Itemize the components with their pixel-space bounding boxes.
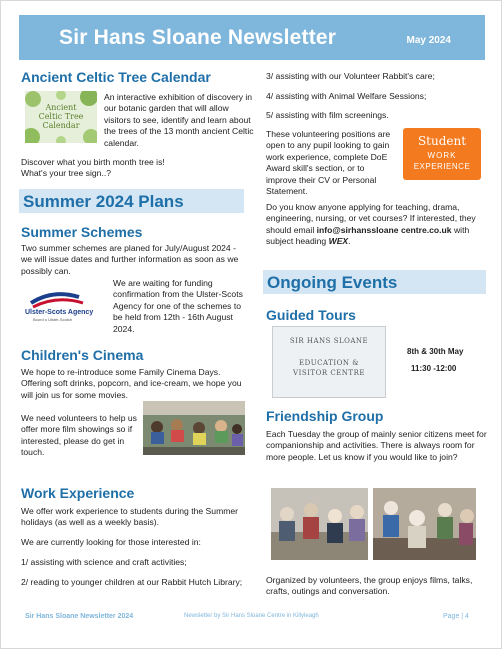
cinema-audience-graphic xyxy=(143,401,245,455)
celtic-tree-image xyxy=(25,91,97,143)
badge-line-3: EXPERIENCE xyxy=(413,162,471,171)
ulster-scots-logo xyxy=(23,289,105,323)
sign-line-2: EDUCATION & xyxy=(299,359,359,367)
badge-line-2: WORK xyxy=(427,151,457,160)
summer-section-bar xyxy=(19,189,244,213)
work-looking: We are currently looking for those interested in: xyxy=(21,537,201,547)
work-body: We offer work experience to students during the Summer holidays (as well as a weekly basis). xyxy=(21,506,239,528)
work-item-5: 5/ assisting with film screenings. xyxy=(266,110,389,120)
agency-swoosh-icon xyxy=(23,289,105,309)
work-heading: Work Experience xyxy=(21,485,135,501)
celtic-image-text: Ancient Celtic Tree Calendar xyxy=(38,103,84,130)
work-item-4: 4/ assisting with Animal Welfare Sessions; xyxy=(266,91,427,101)
work-volunteering: These volunteering positions are open to any pupil looking to gain work experience, complete DoE Award skill's section, or to improve their CV or Personal Statement. xyxy=(266,129,391,197)
work-item-1: 1/ assisting with science and craft activities; xyxy=(21,557,187,567)
summer-funding-body: We are waiting for funding confirmation from the Ulster-Scots Agency for one of the schemes to be held from 12th - 16th August 2024. xyxy=(113,278,243,334)
summer-schemes-heading: Summer Schemes xyxy=(21,224,143,240)
cinema-body: We hope to re-introduce some Family Cinema Days. Offering soft drinks, popcorn, and ice-cream, we hope you will join us for some movies. xyxy=(21,367,242,400)
footer-credit: Newsletter by Sir Hans Sloane Centre in Killyleagh xyxy=(184,613,319,619)
summer-section-title: Summer 2024 Plans xyxy=(23,192,184,211)
friendship-group-graphic-1 xyxy=(271,488,368,560)
friendship-photo-1 xyxy=(271,488,368,560)
visitor-centre-sign-image xyxy=(272,326,386,398)
summer-schemes-body: Two summer schemes are planed for July/August 2024 - we will issue dates and further information as soon as we possibly can. xyxy=(21,243,239,276)
work-item-2: 2/ reading to younger children at our Rabbit Hutch Library; xyxy=(21,577,243,587)
cinema-photo xyxy=(143,401,245,455)
ongoing-section-title: Ongoing Events xyxy=(267,273,398,292)
friendship-organized: Organized by volunteers, the group enjoys films, talks, crafts, outings and conversation. xyxy=(266,575,473,597)
cinema-heading: Children's Cinema xyxy=(21,347,144,363)
ongoing-section-bar xyxy=(263,270,486,294)
friendship-photo-2 xyxy=(373,488,476,560)
agency-name: Ulster-Scots Agency xyxy=(25,309,94,316)
cinema-volunteers: We need volunteers to help us offer more film showings so if interested, please do get in touch. xyxy=(21,413,137,458)
sign-line-3: VISITOR CENTRE xyxy=(293,369,365,377)
work-courses-subject-text: with subject heading xyxy=(266,224,470,247)
celtic-body: An interactive exhibition of discovery in our botanic garden that will allow visitors to see, identify and learn about the trees of the 13 month ancient Celtic calendar. xyxy=(104,92,254,148)
work-courses: Do you know anyone applying for teaching, drama, engineering, nursing, or vet courses? If interested, they should email info@sirhanssloane centre.co.uk with subject heading WEX. xyxy=(266,202,476,247)
sign-line-1: SIR HANS SLOANE xyxy=(289,337,369,345)
email-subject: WEX xyxy=(328,236,349,247)
work-item-3: 3/ assisting with our Volunteer Rabbit's care; xyxy=(266,71,435,81)
student-work-experience-badge xyxy=(403,128,481,180)
badge-line-1: Student xyxy=(417,134,467,148)
tour-time: 11:30 -12:00 xyxy=(411,364,457,373)
footer-newsletter-name: Sir Hans Sloane Newsletter 2024 xyxy=(25,613,134,620)
tour-dates: 8th & 30th May xyxy=(407,347,464,356)
guided-tours-heading: Guided Tours xyxy=(266,307,356,323)
friendship-group-graphic-2 xyxy=(373,488,476,560)
celtic-heading: Ancient Celtic Tree Calendar xyxy=(21,69,211,85)
newsletter-title: Sir Hans Sloane Newsletter xyxy=(59,26,337,49)
issue-date: May 2024 xyxy=(406,35,451,46)
agency-subtitle: Boord o Ulstèr-Scotch xyxy=(33,317,73,322)
work-courses-text: Do you know anyone applying for teaching, drama, engineering, nursing, or vet courses? If interested, they should email xyxy=(266,202,476,235)
celtic-discover: Discover what you birth month tree is! What's your tree sign..? xyxy=(21,157,165,179)
friendship-body: Each Tuesday the group of mainly senior citizens meet for companionship and activities. There is always room for more people. Let us know if you would like to join? xyxy=(266,429,487,462)
footer-page-number: Page | 4 xyxy=(443,613,469,620)
contact-email-link[interactable]: info@sirhanssloane centre.co.uk xyxy=(316,224,452,235)
header-banner xyxy=(19,15,485,60)
friendship-heading: Friendship Group xyxy=(266,408,384,424)
